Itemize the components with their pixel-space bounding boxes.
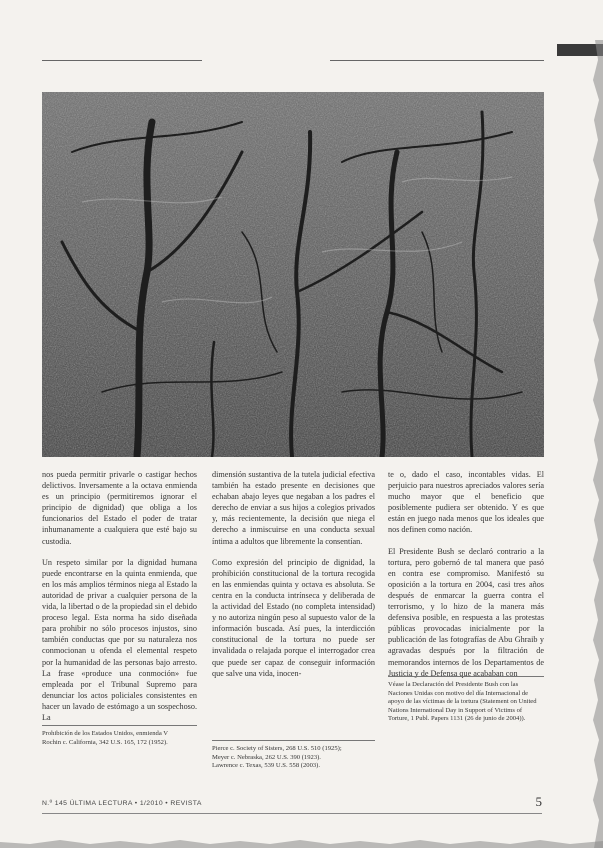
footnote: Rochin c. California, 342 U.S. 165, 172 (1952).: [42, 738, 168, 746]
forest-photo-icon: [42, 92, 544, 457]
page-number: 5: [535, 794, 542, 809]
footer-publication: N.º 145 ÚLTIMA LECTURA • 1/2010 • REVISTA: [42, 800, 202, 807]
footnotes-column-2: [212, 740, 375, 771]
footnotes-column-1: [42, 725, 197, 747]
paragraph: El Presidente Bush se declaró contrario a la tortura, pero gobernó de tal manera que pasó en contra ese compromiso. Manifestó su oposición a la tortura en 2004, casi tres años después de enmarcar la guerra contra el terrorismo, y lo hizo de la manera más defensiva posible, en respuesta a las protestas públicas provocadas inicialmente por la publicación de las fotografías de Abu Ghraib y agravadas después por la filtración de memorandos internos de los Departamentos de Justicia y de Defensa que acababan con: [388, 546, 544, 678]
text-column-2: [212, 469, 375, 689]
header-rule-right: [330, 60, 544, 61]
footnote: Véase la Declaración del Presidente Bush con las Naciones Unidas con motivo del día Internacional de apoyo de las víctimas de la tortura (Statement on United Nations International Day in Support of Victims of Torture, 1 Publ. Papers 1131 (26 de junio de 2004)).: [388, 681, 537, 723]
torn-edge-bottom: [0, 832, 603, 848]
paragraph: Un respeto similar por la dignidad humana puede encontrarse en la quinta enmienda, que en los más amplios términos niega al Estado la autoridad de privar a cualquier persona de la vida, la libertad o de la propiedad sin el debido proceso legal. Esta norma ha sido diseñada para prohibir no sólo procesos injustos, sino también conductas que por su naturaleza nos conmocionan u ofenda el elemental respeto por la humanidad de las personas bajo arresto. La frase «produce una conmoción» fue empleada por el Tribunal Supremo para denunciar los actos policiales consistentes en hacer un lavado de estómago a un sospechoso. La: [42, 557, 197, 722]
forest-photograph: [42, 92, 544, 457]
paragraph: dimensión sustantiva de la tutela judicial efectiva también ha estado presente en decisiones que echaban abajo leyes que negaban a los padres el derecho de enviar a sus hijos a colegios privados y, más recientemente, la decisión que niega el derecho a inmiscuirse en una conducta sexual íntima a adultos que libremente la consentían.: [212, 470, 375, 546]
paragraph: te o, dado el caso, incontables vidas. El perjuicio para nuestros apreciados valores sería mucho mayor que el beneficio que posiblemente pudiera ser obtenido. Y es que están en juego nada menos que los ideales que nos definen como nación.: [388, 470, 544, 535]
footnotes-column-3: [388, 676, 544, 724]
footnote: Pierce c. Society of Sisters, 268 U.S. 510 (1925);: [212, 745, 342, 752]
footnote: Lawrence c. Texas, 539 U.S. 558 (2003).: [212, 762, 321, 770]
text-column-1: [42, 469, 197, 733]
paragraph: Como expresión del principio de dignidad, la prohibición constitucional de la tortura recogida en las enmiendas quinta y octava es absoluta. Se centra en la conducta intrínseca y deliberada de la actividad del Estado (no completa intensidad) y no autoriza ningún peso al supuesto valor de la información buscada. Así pues, la interdicción constitucional de la tortura no puede ser invalidada o relajada porque el interrogador crea que puede ser capaz de conseguir información que salve una vida, inocen-: [212, 557, 375, 678]
header-rule-left: [42, 60, 202, 61]
footnote: Meyer c. Nebraska, 262 U.S. 390 (1923).: [212, 753, 321, 761]
torn-edge-right: [581, 40, 603, 848]
text-column-3: [388, 469, 544, 689]
footer-rule: [42, 813, 542, 814]
footnote: Prohibición de los Estados Unidos, enmienda V: [42, 730, 169, 737]
paragraph: nos pueda permitir privarle o castigar hechos delictivos. Inversamente a la octava enmienda es un principio (permitiremos ignorar el principio de dignidad) que obliga a los funcionarios del Estado el poder de tratar inhumanamente a cualquiera que esté bajo su custodia.: [42, 470, 197, 546]
page-footer: [42, 794, 542, 814]
